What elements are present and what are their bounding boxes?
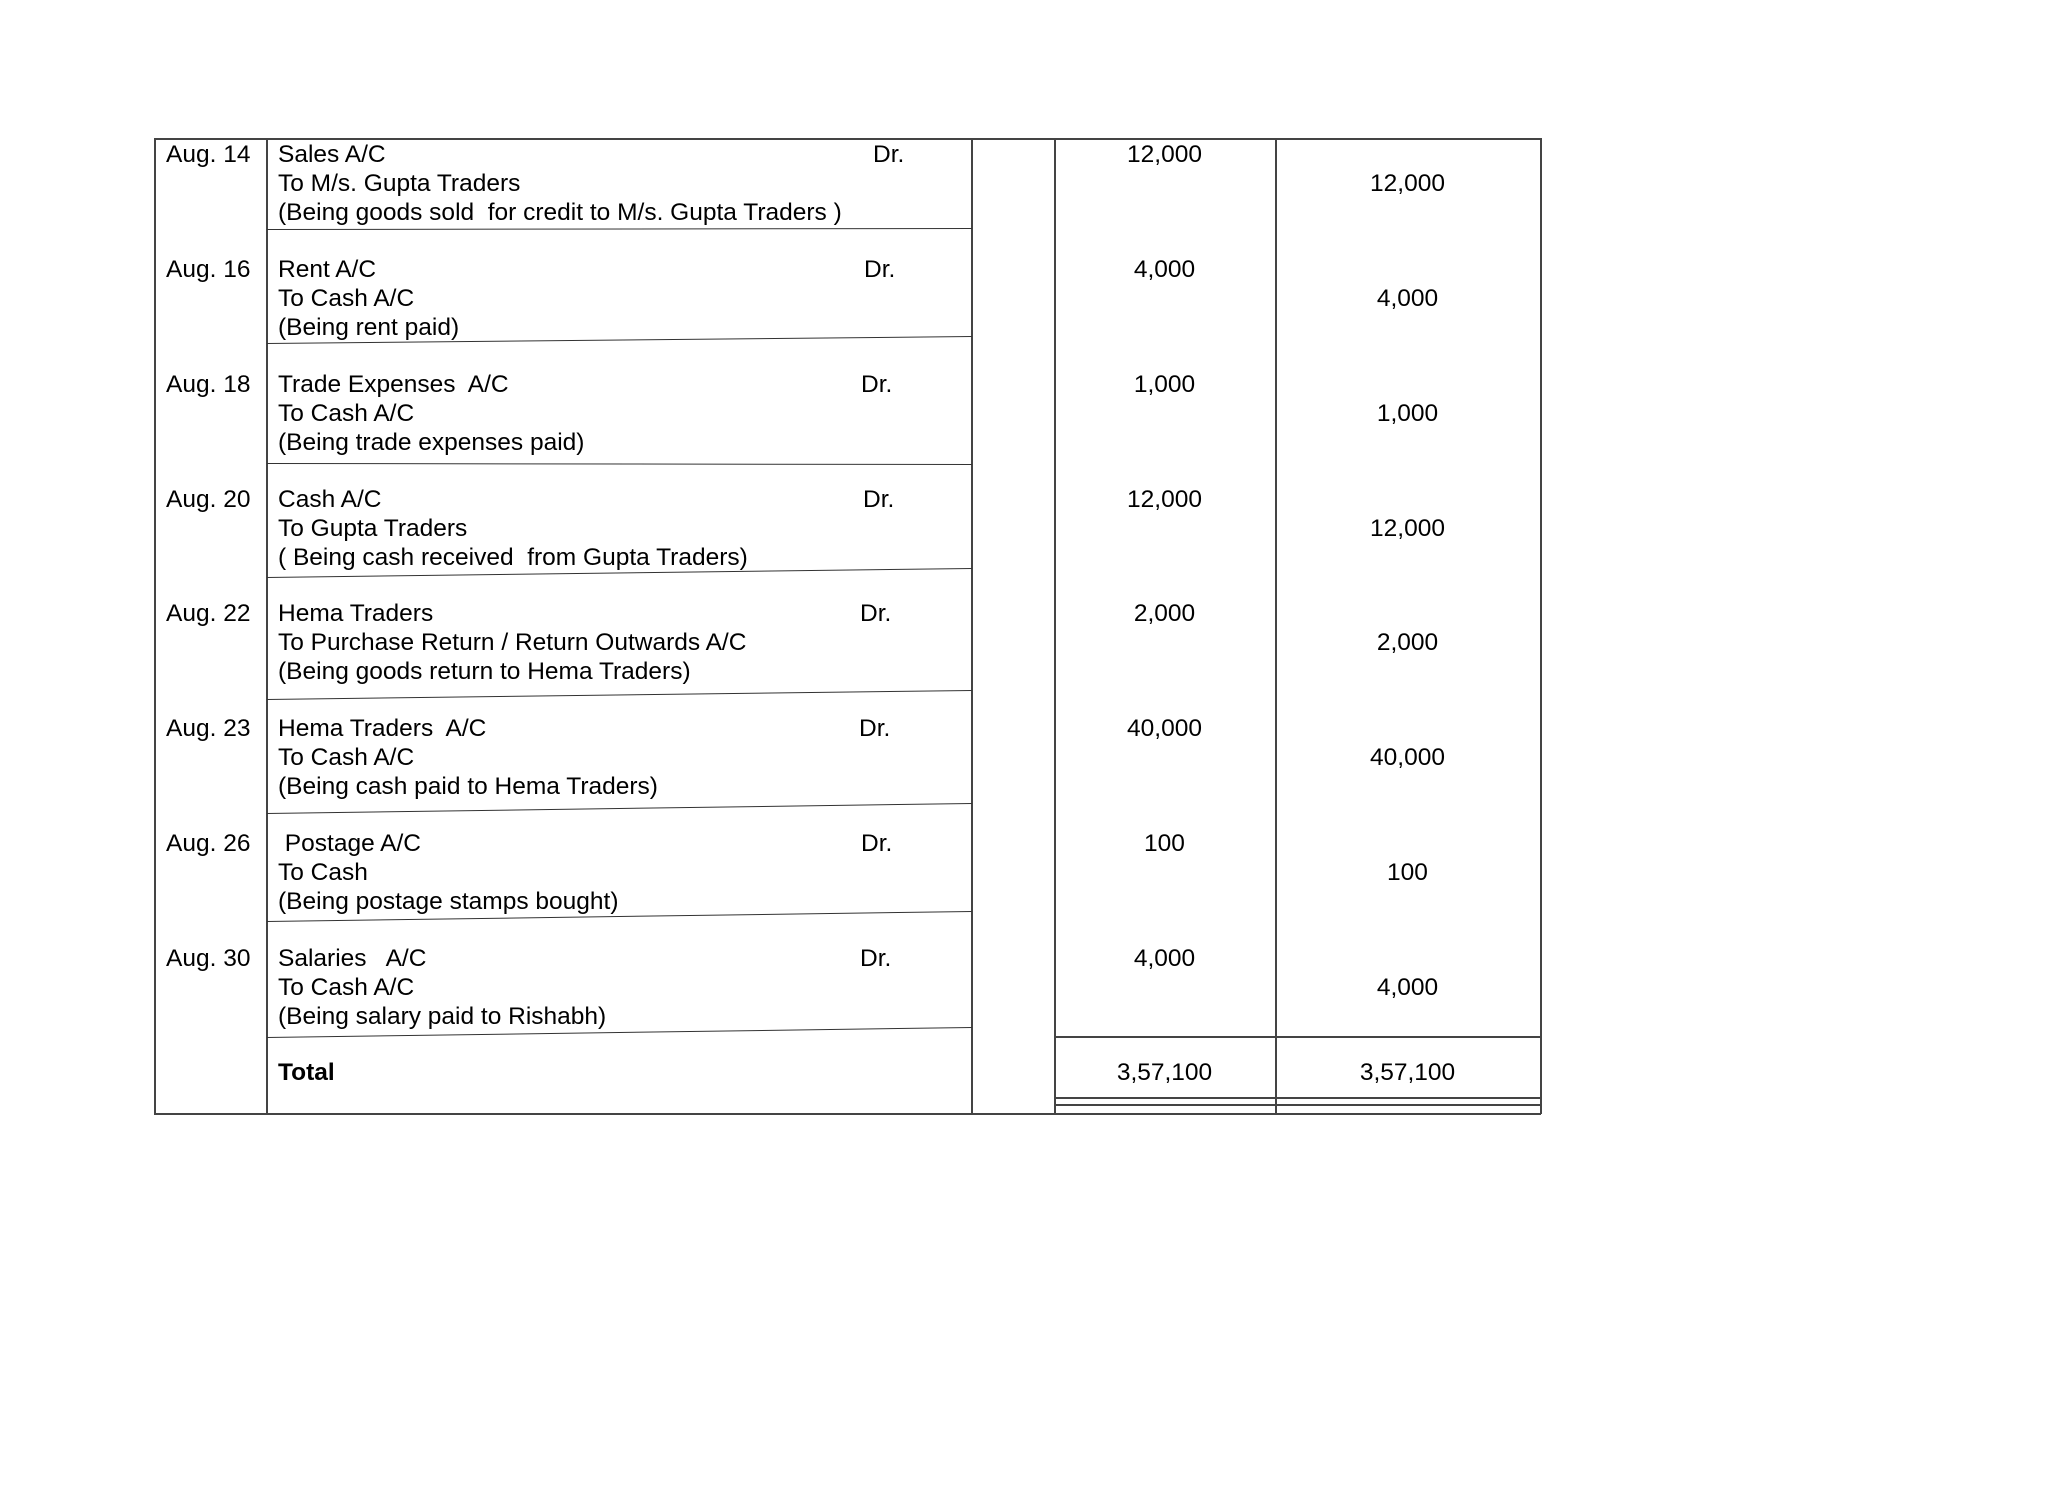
narration: (Being goods sold for credit to M/s. Gupta Traders )	[278, 199, 842, 226]
debit-amount: 40,000	[1127, 715, 1202, 742]
table-bottom-border	[154, 1113, 1541, 1115]
total-debit: 3,57,100	[1116, 1059, 1213, 1086]
debit-amount: 1,000	[1133, 371, 1196, 398]
credit-account: To Cash A/C	[278, 400, 415, 427]
debit-account: Salaries A/C	[278, 945, 427, 972]
debit-amount: 100	[1144, 830, 1185, 857]
credit-amount: 40,000	[1370, 744, 1445, 771]
debit-marker: Dr.	[860, 600, 892, 627]
debit-marker: Dr.	[864, 256, 896, 283]
debit-amount: 2,000	[1133, 600, 1196, 627]
total-credit: 3,57,100	[1359, 1059, 1456, 1086]
debit-account: Cash A/C	[278, 486, 382, 513]
narration: ( Being cash received from Gupta Traders)	[278, 544, 748, 571]
debit-amount: 12,000	[1127, 486, 1202, 513]
credit-account: To Cash A/C	[278, 744, 415, 771]
credit-account: To Cash A/C	[278, 285, 415, 312]
entry-date: Aug. 22	[166, 600, 251, 627]
entry-date: Aug. 20	[166, 486, 251, 513]
narration: (Being trade expenses paid)	[278, 429, 585, 456]
narration: (Being rent paid)	[278, 314, 460, 341]
entry-date: Aug. 30	[166, 945, 251, 972]
credit-amount: 2,000	[1376, 629, 1439, 656]
debit-amount: 4,000	[1133, 256, 1196, 283]
entry-separator	[267, 463, 972, 465]
entry-separator	[267, 228, 972, 230]
debit-amount: 4,000	[1133, 945, 1196, 972]
credit-account: To Cash A/C	[278, 974, 415, 1001]
total-top-rule	[1054, 1036, 1541, 1038]
debit-account: Rent A/C	[278, 256, 377, 283]
debit-account: Sales A/C	[278, 141, 386, 168]
debit-marker: Dr.	[859, 715, 891, 742]
credit-amount: 4,000	[1376, 974, 1439, 1001]
debit-account: Hema Traders	[278, 600, 434, 627]
narration: (Being cash paid to Hema Traders)	[278, 773, 658, 800]
total-double-rule-2	[1054, 1104, 1541, 1106]
credit-amount: 12,000	[1370, 515, 1445, 542]
date-column-divider	[266, 138, 268, 1114]
entry-date: Aug. 23	[166, 715, 251, 742]
narration: (Being postage stamps bought)	[278, 888, 619, 915]
entry-separator	[267, 803, 972, 814]
credit-account: To Cash	[278, 859, 368, 886]
debit-account: Hema Traders A/C	[278, 715, 487, 742]
entry-date: Aug. 16	[166, 256, 251, 283]
debit-account: Postage A/C	[278, 830, 422, 857]
credit-amount: 1,000	[1376, 400, 1439, 427]
entry-date: Aug. 26	[166, 830, 251, 857]
debit-marker: Dr.	[873, 141, 905, 168]
debit-marker: Dr.	[860, 945, 892, 972]
total-double-rule-1	[1054, 1097, 1541, 1099]
total-label: Total	[278, 1059, 335, 1086]
narration: (Being goods return to Hema Traders)	[278, 658, 691, 685]
credit-account: To M/s. Gupta Traders	[278, 170, 521, 197]
entry-separator	[267, 690, 972, 700]
entry-date: Aug. 18	[166, 371, 251, 398]
credit-account: To Gupta Traders	[278, 515, 468, 542]
debit-marker: Dr.	[861, 371, 893, 398]
table-right-border	[1540, 138, 1542, 1114]
credit-amount: 12,000	[1370, 170, 1445, 197]
debit-amount: 12,000	[1127, 141, 1202, 168]
debit-marker: Dr.	[863, 486, 895, 513]
table-left-border	[154, 138, 156, 1114]
particulars-column-divider	[971, 138, 973, 1114]
credit-amount: 100	[1387, 859, 1428, 886]
entry-date: Aug. 14	[166, 141, 251, 168]
credit-amount: 4,000	[1376, 285, 1439, 312]
credit-account: To Purchase Return / Return Outwards A/C	[278, 629, 747, 656]
debit-account: Trade Expenses A/C	[278, 371, 509, 398]
debit-marker: Dr.	[861, 830, 893, 857]
narration: (Being salary paid to Rishabh)	[278, 1003, 607, 1030]
